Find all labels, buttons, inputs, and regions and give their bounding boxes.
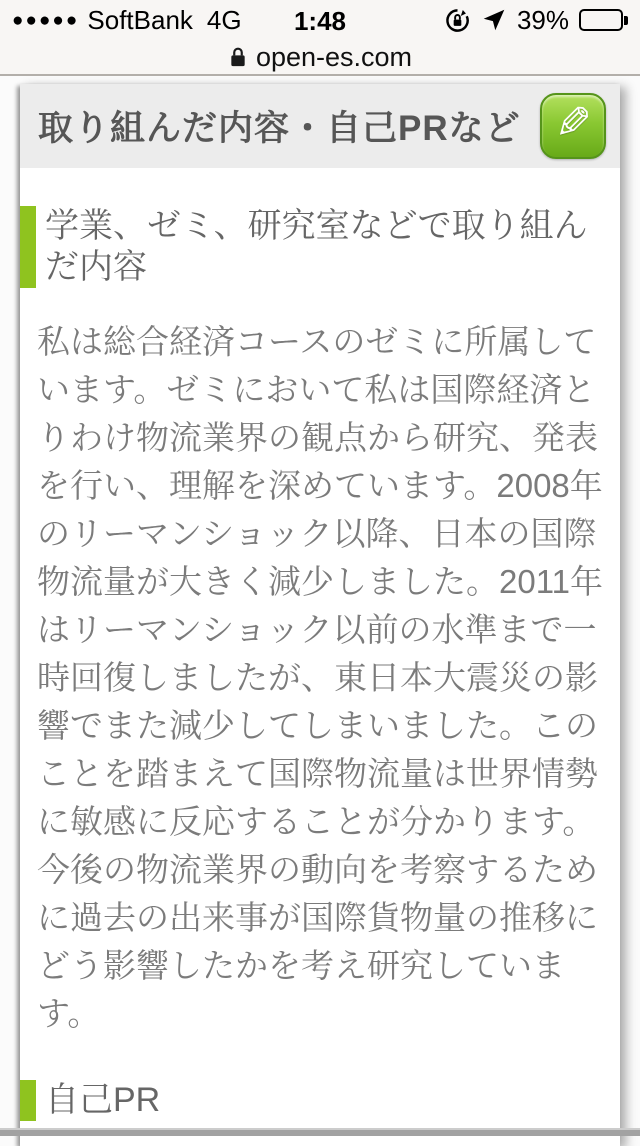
card-header xyxy=(20,84,620,168)
url-text: open-es.com xyxy=(255,41,413,72)
entry-sheet-card xyxy=(20,84,620,1146)
clock-label: 1:48 xyxy=(293,6,347,36)
section-body-text: 私は総合経済コースのゼミに所属しています。ゼミにおいて私は国際経済とりわけ物流業界の観点から研究、発表を行い、理解を深めています。2008年のリーマンショック以降、日本の国際物流量が大きく減少しました。2011年はリーマンショック以前の水準まで一時回復しましたが、東日本大震災の影響でまた減少してしまいました。このことを踏まえて国際物流量は世界情勢に敏感に反応することが分かります。今後の物流業界の動向を考察するために過去の出来事が国際貨物量の推移にどう影響したかを考え研究しています。 xyxy=(37,323,603,1032)
battery-percent-label: 39% xyxy=(516,4,569,35)
signal-strength-icon: ●●●●● xyxy=(12,9,80,31)
section-heading-label: 自己PR xyxy=(45,1081,161,1119)
status-bar xyxy=(0,0,640,40)
section-heading-jikopr xyxy=(20,1080,620,1121)
next-section-divider xyxy=(0,1128,640,1136)
green-accent-bar xyxy=(20,206,36,288)
url-bar[interactable] xyxy=(0,40,640,74)
status-bar-right xyxy=(444,5,628,36)
carrier-label: SoftBank xyxy=(87,4,193,35)
network-type-label: 4G xyxy=(206,4,242,35)
browser-chrome xyxy=(0,0,640,76)
battery-icon xyxy=(579,9,628,31)
web-page xyxy=(0,76,640,1136)
section-heading-gakugyo xyxy=(20,206,620,288)
section-heading-label: 学業、ゼミ、研究室などで取り組んだ内容 xyxy=(45,207,588,286)
orientation-lock-icon xyxy=(444,7,471,34)
edit-button[interactable] xyxy=(540,93,606,159)
padlock-icon xyxy=(228,45,248,69)
pencil-icon: ✎ xyxy=(554,99,592,148)
location-arrow-icon xyxy=(481,7,507,33)
card-title: 取り組んだ内容・自己PRなど xyxy=(38,109,521,148)
green-accent-bar xyxy=(20,1080,36,1121)
